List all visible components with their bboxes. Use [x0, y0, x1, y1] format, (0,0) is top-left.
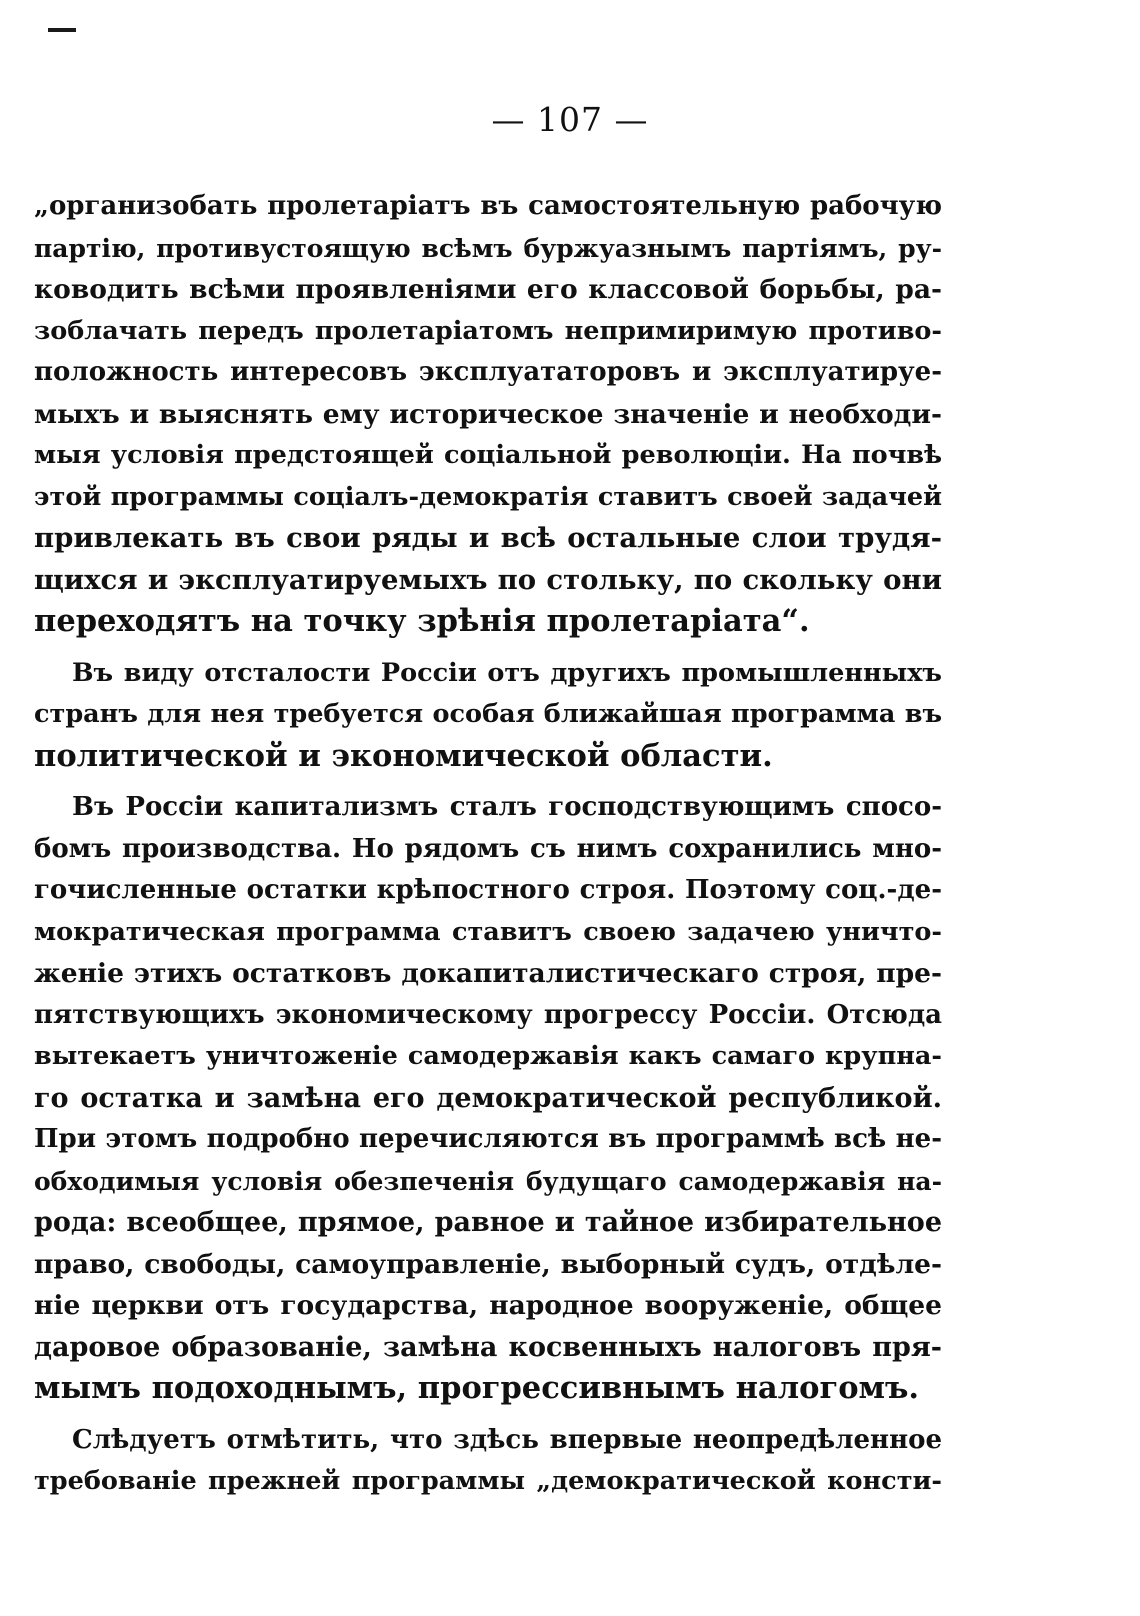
- text-line: переходятъ на точку зрѣнія пролетаріата“.: [34, 603, 810, 639]
- text-line: даровое образованіе, замѣна косвенныхъ налоговъ пря-: [34, 1331, 942, 1363]
- text-line: женіе этихъ остатковъ докапиталистическаго строя, пре-: [34, 958, 942, 989]
- text-line: положность интересовъ эксплуататоровъ и эксплуатируе-: [34, 357, 942, 387]
- text-line: политической и экономической области.: [34, 737, 773, 774]
- text-line: привлекать въ свои ряды и всѣ остальные слои трудя-: [34, 522, 942, 554]
- page-body: [34, 186, 942, 1503]
- text-line: ководить всѣми проявленіями его классовой борьбы, ра-: [34, 274, 942, 305]
- text-line: партію, противустоящую всѣмъ буржуазнымъ партіямъ, ру-: [34, 233, 942, 263]
- text-line: мыя условія предстоящей соціальной революціи. На почвѣ: [34, 440, 942, 470]
- paragraph-3: [34, 787, 942, 1410]
- text-line: „организобать пролетаріатъ въ самостоятельную рабочую: [34, 191, 942, 221]
- text-line: Въ виду отсталости Россіи отъ другихъ промышленныхъ: [72, 657, 942, 688]
- text-line: Слѣдуетъ отмѣтить, что здѣсь впервые неопредѣленное: [72, 1424, 942, 1455]
- text-line: мыхъ и выяснять ему историческое значеніе и необходи-: [34, 398, 942, 430]
- text-line: ніе церкви отъ государства, народное вооруженіе, общее: [34, 1290, 942, 1321]
- text-line: странъ для нея требуется особая ближайшая программа въ: [34, 699, 942, 729]
- text-line: мократическая программа ставитъ своею задачею уничто-: [34, 916, 942, 947]
- text-line: требованіе прежней программы „демократической консти-: [34, 1466, 942, 1496]
- text-line: этой программы соціалъ-демократія ставитъ своей задачей: [34, 481, 942, 512]
- page-number: — 107 —: [491, 100, 649, 139]
- scan-mark: [48, 28, 76, 32]
- paragraph-2: [34, 653, 942, 778]
- text-line: пятствующихъ экономическому прогрессу Россіи. Отсюда: [34, 999, 942, 1030]
- text-line: щихся и эксплуатируемыхъ по стольку, по скольку они: [34, 563, 942, 596]
- text-line: право, свободы, самоуправленіе, выборный судъ, отдѣле-: [34, 1248, 942, 1280]
- text-line: зоблачать передъ пролетаріатомъ непримиримую противо-: [34, 315, 942, 346]
- paragraph-4: [34, 1420, 942, 1503]
- text-line: гочисленные остатки крѣпостного строя. Поэтому соц.-де-: [34, 875, 942, 905]
- text-line: го остатка и замѣна его демократической республикой.: [34, 1082, 942, 1114]
- paragraph-1: [34, 186, 942, 643]
- text-line: рода: всеобщее, прямое, равное и тайное избирательное: [34, 1207, 942, 1238]
- text-line: обходимыя условія обезпеченія будущаго самодержавія на-: [34, 1166, 942, 1196]
- text-line: При этомъ подробно перечисляются въ программѣ всѣ не-: [34, 1124, 942, 1154]
- text-line: бомъ производства. Но рядомъ съ нимъ сохранились мно-: [34, 833, 942, 864]
- text-line: Въ Россіи капитализмъ сталъ господствующимъ спосо-: [72, 792, 942, 822]
- text-line: мымъ подоходнымъ, прогрессивнымъ налогомъ.: [34, 1370, 920, 1406]
- text-line: вытекаетъ уничтоженіе самодержавія какъ самаго крупна-: [34, 1041, 942, 1071]
